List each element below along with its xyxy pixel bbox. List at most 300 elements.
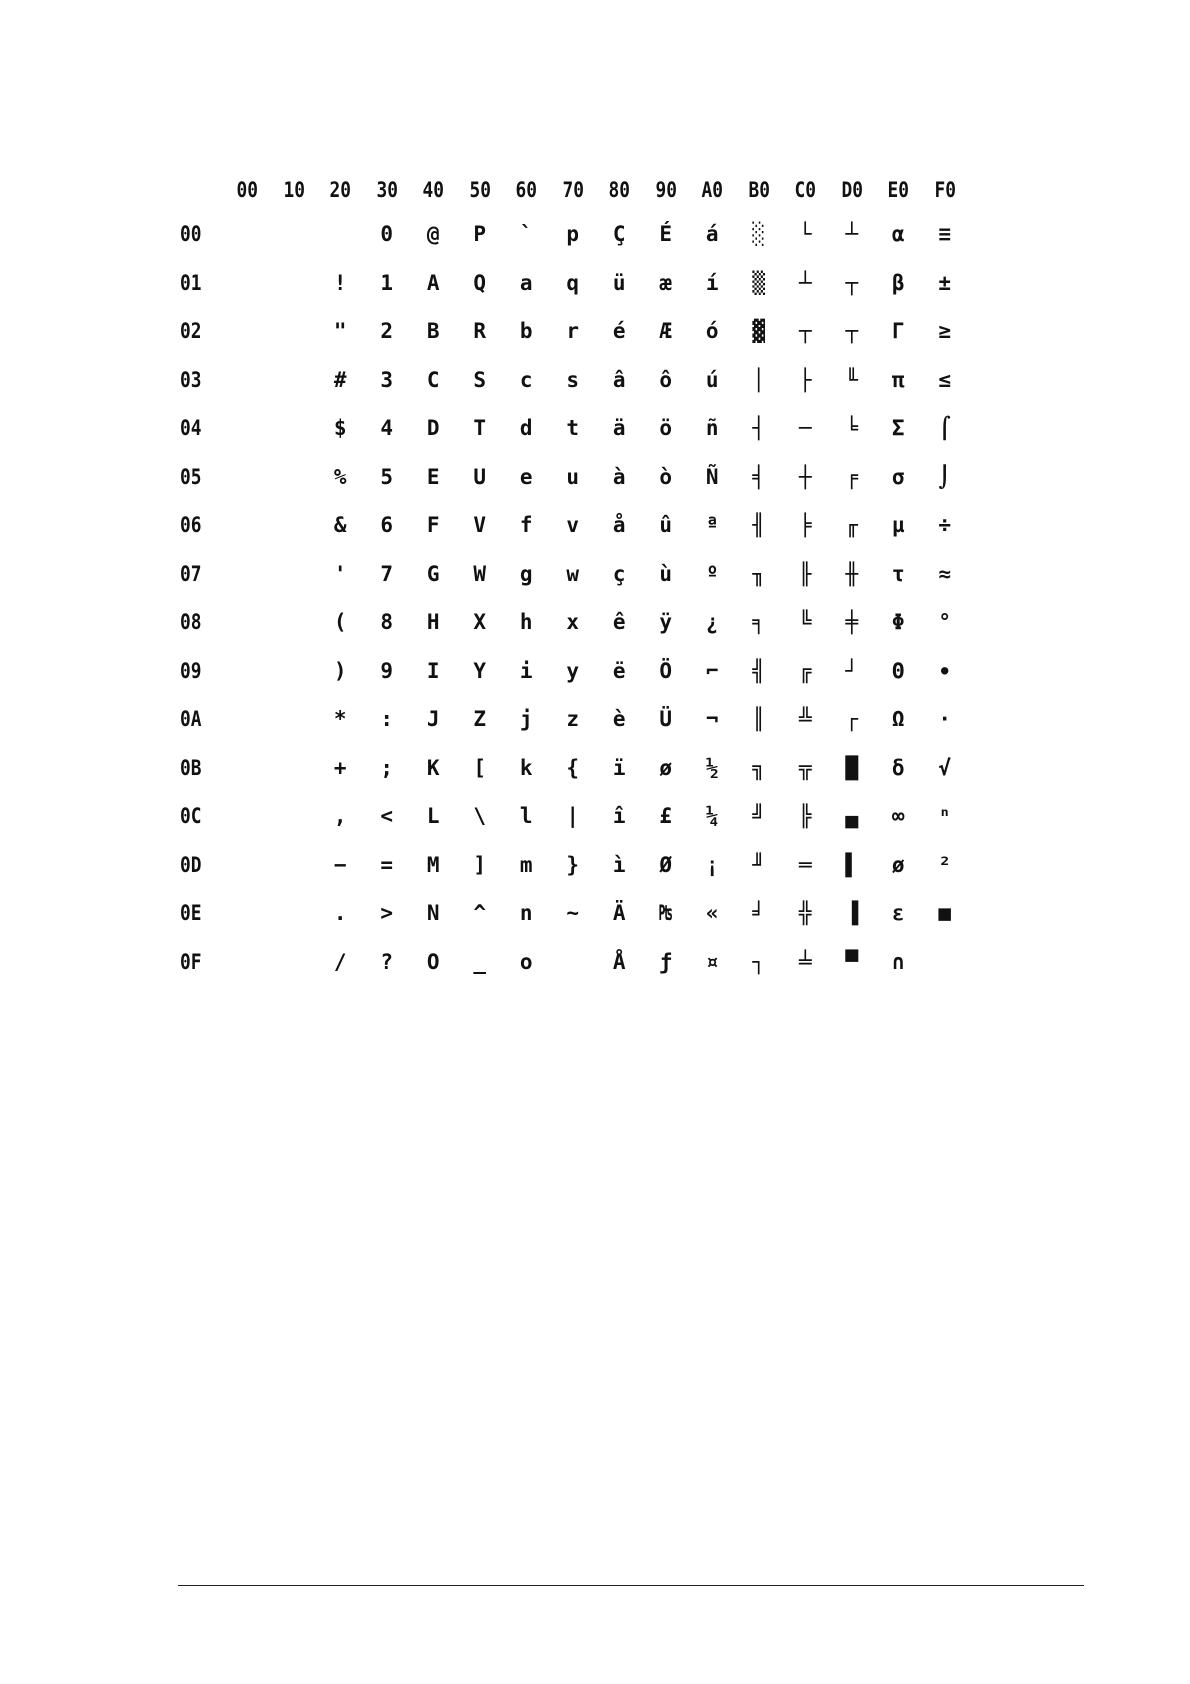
character-cell: ╫: [845, 561, 859, 586]
character-cell: ╘: [845, 416, 859, 441]
row-header: 0D: [180, 852, 202, 877]
character-cell: ╞: [798, 513, 812, 538]
character-cell: ½: [705, 755, 719, 780]
column-header: 10: [282, 178, 305, 202]
row-header: 0E: [180, 901, 202, 926]
character-cell: &: [333, 513, 347, 538]
character-cell: ┴: [798, 270, 812, 295]
character-cell: ░: [752, 222, 766, 247]
character-cell: Y: [473, 658, 487, 683]
character-cell: [271, 453, 318, 502]
character-cell: =: [380, 852, 394, 877]
character-cell: ": [333, 319, 347, 344]
character-cell: π: [891, 367, 905, 392]
character-cell: í: [705, 270, 719, 295]
character-cell: ;: [380, 755, 394, 780]
character-cell: ─: [798, 416, 812, 441]
character-cell: E: [426, 464, 440, 489]
character-cell: Æ: [659, 319, 673, 344]
row-header: 06: [180, 513, 202, 538]
table-row: [180, 695, 968, 744]
character-cell: ⌡: [938, 464, 952, 489]
character-cell: 7: [380, 561, 394, 586]
character-cell: t: [566, 416, 580, 441]
character-cell: :: [380, 707, 394, 732]
character-cell: ²: [938, 852, 952, 877]
character-cell: ╪: [845, 610, 859, 635]
character-cell: τ: [891, 561, 905, 586]
column-header: 80: [608, 178, 630, 202]
column-header: 00: [236, 178, 258, 202]
row-header: 03: [180, 367, 202, 392]
table-row: [180, 938, 968, 987]
character-cell: L: [426, 804, 440, 829]
character-cell: δ: [891, 755, 905, 780]
character-cell: P: [473, 222, 487, 247]
character-cell: ╚: [798, 610, 812, 635]
character-cell: a: [519, 270, 533, 295]
table-row: [180, 404, 968, 453]
character-cell: £: [659, 804, 673, 829]
character-cell: σ: [891, 464, 905, 489]
character-cell: ⁿ: [938, 804, 952, 829]
character-cell: ò: [659, 464, 673, 489]
character-cell: ≈: [938, 561, 952, 586]
character-cell: ?: [380, 949, 394, 974]
character-cell: J: [426, 707, 440, 732]
character-cell: ▐: [845, 901, 859, 926]
character-cell: |: [566, 804, 580, 829]
character-cell: [224, 938, 271, 987]
row-header: 05: [180, 464, 202, 489]
column-header: A0: [701, 178, 723, 202]
character-cell: ø: [891, 852, 905, 877]
character-cell: Θ: [891, 658, 905, 683]
character-cell: ├: [798, 367, 812, 392]
character-cell: [271, 598, 318, 647]
character-cell: 8: [380, 610, 394, 635]
character-cell: │: [752, 367, 766, 392]
character-cell: ╟: [798, 561, 812, 586]
character-cell: Ü: [659, 707, 673, 732]
character-cell: ╣: [752, 658, 766, 683]
character-cell: r: [566, 319, 580, 344]
table-row: [180, 647, 968, 696]
character-cell: ú: [705, 367, 719, 392]
character-cell: .: [333, 901, 347, 926]
table-row: [180, 501, 968, 550]
row-header: 0C: [180, 804, 202, 829]
character-cell: %: [333, 464, 347, 489]
character-cell: {: [566, 755, 580, 780]
character-cell: ∩: [891, 949, 905, 974]
character-cell: °: [938, 610, 952, 635]
character-cell: ¡: [705, 852, 719, 877]
character-cell: ï: [612, 755, 626, 780]
column-header: D0: [840, 178, 863, 202]
character-cell: ┬: [798, 319, 812, 344]
row-header: 0F: [180, 949, 202, 974]
character-cell: ║: [752, 707, 766, 732]
character-cell: α: [891, 222, 905, 247]
character-cell: Γ: [891, 319, 905, 344]
character-cell: î: [612, 804, 626, 829]
character-cell: −: [333, 852, 347, 877]
character-cell: ñ: [705, 416, 719, 441]
character-cell: 6: [380, 513, 394, 538]
character-cell: ≥: [938, 319, 952, 344]
character-cell: >: [380, 901, 394, 926]
character-cell: [271, 841, 318, 890]
character-cell: ╜: [752, 852, 766, 877]
character-cell: ╖: [752, 561, 766, 586]
character-cell: k: [519, 755, 533, 780]
character-cell: [224, 259, 271, 308]
character-cell: [224, 695, 271, 744]
character-cell: Q: [473, 270, 487, 295]
table-row: [180, 792, 968, 841]
character-cell: á: [705, 222, 719, 247]
character-cell: F: [426, 513, 440, 538]
character-cell: q: [566, 270, 580, 295]
character-cell: C: [426, 367, 440, 392]
row-header: 02: [180, 319, 202, 344]
table-row: [180, 744, 968, 793]
character-cell: Ω: [891, 707, 905, 732]
code-table-body: [180, 210, 968, 986]
character-cell: ≡: [938, 222, 952, 247]
character-cell: 9: [380, 658, 394, 683]
character-cell: [224, 889, 271, 938]
row-header: 00: [180, 222, 202, 247]
character-cell: ₧: [659, 901, 673, 926]
character-cell: ╒: [845, 464, 859, 489]
character-cell: ¼: [705, 804, 719, 829]
character-cell: [224, 792, 271, 841]
character-cell: }: [566, 852, 580, 877]
table-row: [180, 841, 968, 890]
table-row: [180, 889, 968, 938]
table-row: [180, 210, 968, 259]
character-cell: [271, 307, 318, 356]
character-cell: ┴: [845, 222, 859, 247]
character-cell: ╓: [845, 513, 859, 538]
character-cell: └: [798, 222, 812, 247]
character-cell: [922, 938, 969, 987]
character-cell: ∙: [938, 658, 952, 683]
character-cell: /: [333, 949, 347, 974]
character-cell: [271, 404, 318, 453]
character-cell: [224, 404, 271, 453]
character-cell: √: [938, 755, 952, 780]
character-cell: f: [519, 513, 533, 538]
character-cell: U: [473, 464, 487, 489]
character-cell: Ö: [659, 658, 673, 683]
character-cell: ┬: [845, 270, 859, 295]
table-row: [180, 356, 968, 405]
character-cell: ┐: [752, 949, 766, 974]
character-cell: A: [426, 270, 440, 295]
character-cell: S: [473, 367, 487, 392]
character-cell: à: [612, 464, 626, 489]
character-cell: ╡: [752, 464, 766, 489]
character-cell: j: [519, 707, 533, 732]
character-cell: !: [333, 270, 347, 295]
character-cell: å: [612, 513, 626, 538]
character-cell: b: [519, 319, 533, 344]
character-cell: `: [519, 222, 533, 247]
character-cell: p: [566, 222, 580, 247]
row-header: 07: [180, 561, 202, 586]
character-cell: «: [705, 901, 719, 926]
character-cell: _: [473, 949, 487, 974]
character-cell: ╠: [798, 804, 812, 829]
character-cell: D: [426, 416, 440, 441]
character-cell: x: [566, 610, 580, 635]
character-cell: ╕: [752, 610, 766, 635]
character-cell: [271, 210, 318, 259]
character-cell: 3: [380, 367, 394, 392]
character-cell: ╦: [798, 755, 812, 780]
character-cell: ⌐: [705, 658, 719, 683]
character-cell: ┤: [752, 416, 766, 441]
table-row: [180, 550, 968, 599]
character-cell: w: [566, 561, 580, 586]
character-cell: ç: [612, 561, 626, 586]
row-header: 0A: [180, 707, 202, 732]
character-cell: É: [659, 222, 673, 247]
character-cell: ,: [333, 804, 347, 829]
character-cell: O: [426, 949, 440, 974]
character-cell: ⌠: [938, 416, 952, 441]
character-cell: ÷: [938, 513, 952, 538]
column-header: B0: [747, 178, 770, 202]
character-cell: [224, 307, 271, 356]
character-cell: \: [473, 804, 487, 829]
character-cell: ±: [938, 270, 952, 295]
character-cell: ì: [612, 852, 626, 877]
character-cell: ø: [659, 755, 673, 780]
character-cell: [224, 501, 271, 550]
character-cell: ╙: [845, 367, 859, 392]
character-cell: ╔: [798, 658, 812, 683]
character-cell: 1: [380, 270, 394, 295]
character-cell: ∞: [891, 804, 905, 829]
character-cell: ê: [612, 610, 626, 635]
character-cell: [224, 453, 271, 502]
character-cell: ▀: [845, 949, 859, 974]
character-cell: [271, 259, 318, 308]
column-header: 60: [515, 178, 537, 202]
character-cell: é: [612, 319, 626, 344]
character-cell: Ø: [659, 852, 673, 877]
column-header: 70: [561, 178, 584, 202]
character-cell: [224, 550, 271, 599]
character-cell: ╧: [798, 949, 812, 974]
character-cell: #: [333, 367, 347, 392]
character-cell: [271, 550, 318, 599]
footer-divider: [178, 1585, 1084, 1586]
character-cell: e: [519, 464, 533, 489]
column-header-row: [180, 170, 968, 210]
character-cell: c: [519, 367, 533, 392]
table-row: [180, 453, 968, 502]
character-cell: u: [566, 464, 580, 489]
character-cell: ¬: [705, 707, 719, 732]
character-cell: Φ: [891, 610, 905, 635]
column-header: F0: [933, 178, 956, 202]
character-cell: ù: [659, 561, 673, 586]
character-cell: 2: [380, 319, 394, 344]
character-cell: I: [426, 658, 440, 683]
character-cell: @: [426, 222, 440, 247]
character-cell: █: [845, 755, 859, 780]
column-header: 50: [468, 178, 491, 202]
character-cell: N: [426, 901, 440, 926]
character-cell: ]: [473, 852, 487, 877]
table-row: [180, 259, 968, 308]
character-cell: K: [426, 755, 440, 780]
character-cell: [271, 501, 318, 550]
character-cell: ▌: [845, 852, 859, 877]
character-cell: [550, 938, 597, 987]
character-cell: â: [612, 367, 626, 392]
character-cell: ▄: [845, 804, 859, 829]
column-header: C0: [794, 178, 816, 202]
character-cell: Å: [612, 949, 626, 974]
character-cell: û: [659, 513, 673, 538]
column-header: 20: [329, 178, 351, 202]
character-cell: <: [380, 804, 394, 829]
character-cell: ó: [705, 319, 719, 344]
character-cell: ▒: [752, 270, 766, 295]
character-cell: æ: [659, 270, 673, 295]
character-cell: 5: [380, 464, 394, 489]
character-cell: ·: [938, 707, 952, 732]
character-cell: ë: [612, 658, 626, 683]
character-cell: ┼: [798, 464, 812, 489]
row-header: 01: [180, 270, 202, 295]
character-cell: 0: [380, 222, 394, 247]
character-cell: ä: [612, 416, 626, 441]
character-cell: [224, 598, 271, 647]
character-cell: ö: [659, 416, 673, 441]
character-cell: V: [473, 513, 487, 538]
character-cell: ~: [566, 901, 580, 926]
character-cell: ╛: [752, 901, 766, 926]
character-cell: [271, 744, 318, 793]
character-cell: [271, 647, 318, 696]
character-cell: m: [519, 852, 533, 877]
character-cell: B: [426, 319, 440, 344]
character-cell: ): [333, 658, 347, 683]
character-cell: [224, 841, 271, 890]
character-cell: d: [519, 416, 533, 441]
character-cell: [: [473, 755, 487, 780]
character-cell: (: [333, 610, 347, 635]
character-cell: ¿: [705, 610, 719, 635]
character-cell: +: [333, 755, 347, 780]
character-cell: Ä: [612, 901, 626, 926]
character-cell: ╬: [798, 901, 812, 926]
character-cell: ÿ: [659, 610, 673, 635]
character-cell: ≤: [938, 367, 952, 392]
character-cell: ª: [705, 513, 719, 538]
character-cell: ┌: [845, 707, 859, 732]
row-header: 09: [180, 658, 202, 683]
row-header: 08: [180, 610, 202, 635]
character-cell: 4: [380, 416, 394, 441]
character-cell: ': [333, 561, 347, 586]
column-header: 30: [375, 178, 398, 202]
row-header: 0B: [180, 755, 202, 780]
character-cell: [271, 938, 318, 987]
column-header: 40: [422, 178, 444, 202]
character-cell: è: [612, 707, 626, 732]
character-cell: [224, 356, 271, 405]
character-cell: h: [519, 610, 533, 635]
character-cell: ü: [612, 270, 626, 295]
character-cell: z: [566, 707, 580, 732]
character-cell: v: [566, 513, 580, 538]
character-cell: ═: [798, 852, 812, 877]
character-code-table: [180, 170, 968, 986]
table-row: [180, 307, 968, 356]
character-cell: ¤: [705, 949, 719, 974]
character-cell: [271, 356, 318, 405]
character-cell: [271, 695, 318, 744]
character-cell: [271, 792, 318, 841]
character-cell: T: [473, 416, 487, 441]
character-cell: µ: [891, 513, 905, 538]
character-cell: [224, 210, 271, 259]
character-cell: Ç: [612, 222, 626, 247]
character-cell: ╗: [752, 755, 766, 780]
row-header: 04: [180, 416, 202, 441]
character-cell: ╝: [752, 804, 766, 829]
corner-cell: [183, 170, 220, 210]
character-cell: ■: [938, 901, 952, 926]
character-cell: ε: [891, 901, 905, 926]
character-cell: [224, 647, 271, 696]
character-cell: Z: [473, 707, 487, 732]
character-cell: ╩: [798, 707, 812, 732]
column-header: E0: [887, 178, 909, 202]
character-cell: i: [519, 658, 533, 683]
character-cell: ô: [659, 367, 673, 392]
character-cell: *: [333, 707, 347, 732]
character-cell: l: [519, 804, 533, 829]
table-row: [180, 598, 968, 647]
character-cell: n: [519, 901, 533, 926]
character-cell: $: [333, 416, 347, 441]
character-cell: ┘: [845, 658, 859, 683]
character-cell: s: [566, 367, 580, 392]
character-cell: o: [519, 949, 533, 974]
character-cell: β: [891, 270, 905, 295]
character-cell: Σ: [891, 416, 905, 441]
character-cell: g: [519, 561, 533, 586]
character-cell: Ñ: [705, 464, 719, 489]
character-cell: [224, 744, 271, 793]
column-header: 90: [654, 178, 677, 202]
character-cell: R: [473, 319, 487, 344]
character-cell: [271, 889, 318, 938]
character-cell: y: [566, 658, 580, 683]
character-cell: º: [705, 561, 719, 586]
character-cell: M: [426, 852, 440, 877]
character-cell: [317, 210, 364, 259]
